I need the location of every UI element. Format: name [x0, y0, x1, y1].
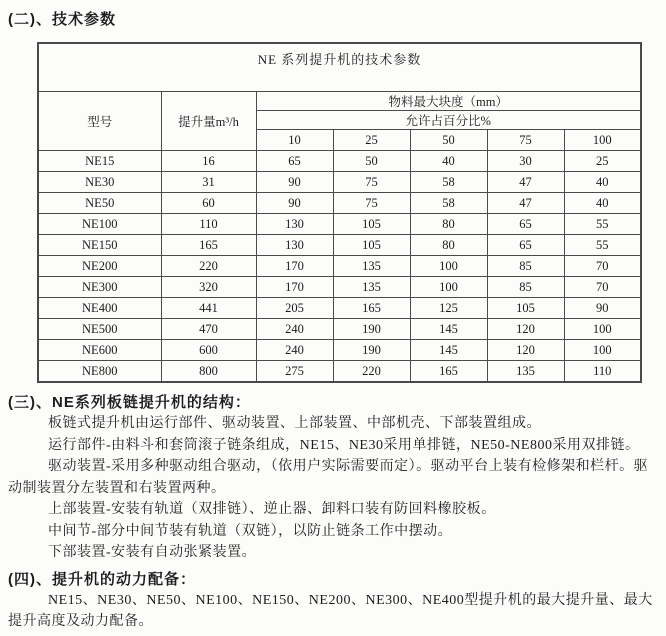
table-header-row-1	[38, 92, 641, 111]
percentage-cell: 85	[487, 277, 564, 298]
capacity-cell: 320	[161, 277, 256, 298]
size-column-header: 10	[256, 130, 333, 151]
table-title: NE 系列提升机的技术参数	[38, 43, 641, 92]
percentage-cell: 90	[564, 298, 641, 319]
size-column-header: 100	[564, 130, 641, 151]
paragraph-line: 运行部件-由料斗和套筒滚子链条组成，NE15、NE30采用单排链，NE50-NE800采用双排链。	[48, 437, 640, 453]
size-column-header: 25	[333, 130, 410, 151]
percentage-cell: 275	[256, 361, 333, 383]
percentage-cell: 100	[410, 256, 487, 277]
table-row	[38, 319, 641, 340]
section-heading-structure: (三)、NE系列板链提升机的结构：	[8, 394, 251, 411]
paragraph-line: 下部装置-安装有自动张紧装置。	[48, 545, 257, 560]
paragraph-line: 中间节-部分中间节装有轨道（双链），以防止链条工作中摆动。	[48, 523, 453, 539]
size-column-header: 50	[410, 130, 487, 151]
percentage-cell: 47	[487, 172, 564, 193]
percentage-cell: 145	[410, 319, 487, 340]
percentage-cell: 240	[256, 319, 333, 340]
percentage-cell: 58	[410, 193, 487, 214]
table-row	[38, 172, 641, 193]
capacity-cell: 470	[161, 319, 256, 340]
percentage-cell: 100	[564, 319, 641, 340]
model-cell: NE400	[38, 298, 161, 319]
percentage-cell: 135	[333, 256, 410, 277]
table-row	[38, 235, 641, 256]
paragraph-line: NE15、NE30、NE50、NE100、NE150、NE200、NE300、NE400型提升机的最大提升量、最大	[48, 592, 653, 608]
table-row	[38, 340, 641, 361]
structure-section-body	[8, 413, 658, 564]
table-title-row	[38, 43, 641, 92]
model-cell: NE800	[38, 361, 161, 383]
percentage-cell: 205	[256, 298, 333, 319]
percentage-cell: 135	[487, 361, 564, 383]
model-cell: NE200	[38, 256, 161, 277]
percentage-cell: 125	[410, 298, 487, 319]
table-row	[38, 277, 641, 298]
percentage-cell: 65	[487, 235, 564, 256]
paragraph-line: 上部装置-安装有轨道（双排链）、逆止器、卸料口装有防回料橡胶板。	[48, 502, 496, 517]
paragraph-line: 驱动装置-采用多种驱动组合驱动，（依用户实际需要而定）。驱动平台上装有检修架和栏杆。驱	[48, 459, 649, 474]
percentage-cell: 65	[487, 214, 564, 235]
model-cell: NE100	[38, 214, 161, 235]
percentage-cell: 90	[256, 172, 333, 193]
paragraph-line: 板链式提升机由运行部件、驱动装置、上部装置、中部机壳、下部装置组成。	[48, 416, 541, 431]
model-cell: NE300	[38, 277, 161, 298]
capacity-cell: 441	[161, 298, 256, 319]
percentage-cell: 40	[564, 172, 641, 193]
percentage-cell: 30	[487, 151, 564, 172]
percentage-cell: 50	[333, 151, 410, 172]
table-row	[38, 256, 641, 277]
model-cell: NE30	[38, 172, 161, 193]
table-row	[38, 151, 641, 172]
table-row	[38, 298, 641, 319]
percentage-cell: 25	[564, 151, 641, 172]
percentage-cell: 40	[564, 193, 641, 214]
section-heading-power-configuration: (四)、提升机的动力配备：	[8, 570, 196, 588]
table-row	[38, 214, 641, 235]
percentage-cell: 190	[333, 319, 410, 340]
percentage-cell: 58	[410, 172, 487, 193]
percentage-subgroup-header: 允许占百分比%	[256, 111, 641, 130]
percentage-cell: 55	[564, 214, 641, 235]
percentage-cell: 220	[333, 361, 410, 383]
percentage-cell: 105	[333, 214, 410, 235]
percentage-cell: 165	[333, 298, 410, 319]
percentage-cell: 80	[410, 214, 487, 235]
capacity-cell: 110	[161, 214, 256, 235]
percentage-cell: 130	[256, 235, 333, 256]
capacity-cell: 60	[161, 193, 256, 214]
percentage-cell: 120	[487, 319, 564, 340]
paragraph-line: 提升高度及动力配备。	[8, 614, 153, 629]
percentage-cell: 165	[410, 361, 487, 383]
percentage-cell: 65	[256, 151, 333, 172]
percentage-cell: 40	[410, 151, 487, 172]
capacity-cell: 220	[161, 256, 256, 277]
percentage-cell: 190	[333, 340, 410, 361]
percentage-cell: 70	[564, 277, 641, 298]
percentage-cell: 75	[333, 172, 410, 193]
lump-size-group-header: 物料最大块度（mm）	[256, 92, 641, 111]
percentage-cell: 75	[333, 193, 410, 214]
percentage-cell: 240	[256, 340, 333, 361]
percentage-cell: 80	[410, 235, 487, 256]
capacity-cell: 31	[161, 172, 256, 193]
percentage-cell: 110	[564, 361, 641, 383]
percentage-cell: 47	[487, 193, 564, 214]
model-cell: NE15	[38, 151, 161, 172]
percentage-cell: 105	[487, 298, 564, 319]
percentage-cell: 170	[256, 277, 333, 298]
capacity-cell: 600	[161, 340, 256, 361]
table-row	[38, 361, 641, 383]
table-row	[38, 193, 641, 214]
percentage-cell: 120	[487, 340, 564, 361]
capacity-cell: 16	[161, 151, 256, 172]
percentage-cell: 85	[487, 256, 564, 277]
model-cell: NE500	[38, 319, 161, 340]
percentage-cell: 135	[333, 277, 410, 298]
paragraph-line: 动制装置分左装置和右装置两种。	[8, 480, 226, 496]
capacity-cell: 165	[161, 235, 256, 256]
capacity-cell: 800	[161, 361, 256, 383]
size-column-header: 75	[487, 130, 564, 151]
capacity-column-header: 提升量m³/h	[161, 92, 256, 151]
percentage-cell: 70	[564, 256, 641, 277]
model-cell: NE50	[38, 193, 161, 214]
percentage-cell: 105	[333, 235, 410, 256]
percentage-cell: 145	[410, 340, 487, 361]
percentage-cell: 100	[410, 277, 487, 298]
percentage-cell: 55	[564, 235, 641, 256]
power-section-body	[8, 590, 658, 633]
percentage-cell: 130	[256, 214, 333, 235]
model-cell: NE600	[38, 340, 161, 361]
table-body	[38, 151, 641, 383]
model-cell: NE150	[38, 235, 161, 256]
model-column-header: 型号	[38, 92, 161, 151]
technical-parameters-table	[37, 42, 642, 383]
section-heading-technical-parameters: (二)、技术参数	[8, 11, 116, 28]
percentage-cell: 90	[256, 193, 333, 214]
percentage-cell: 170	[256, 256, 333, 277]
percentage-cell: 100	[564, 340, 641, 361]
